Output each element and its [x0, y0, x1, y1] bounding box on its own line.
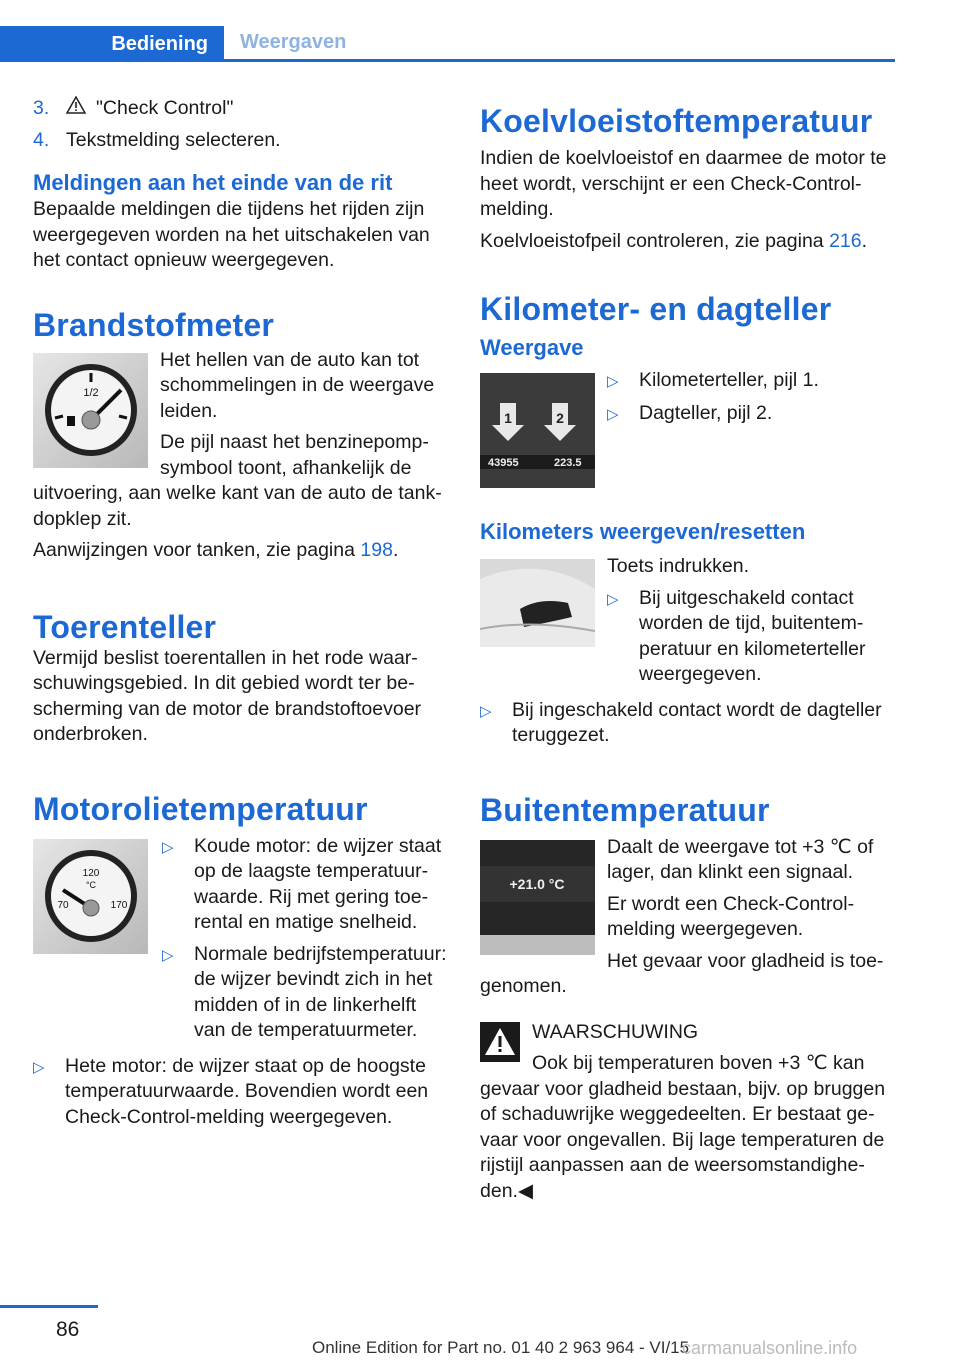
paragraph: Indien de koelvloeistof en daarmee de motor te heet wordt, verschijnt er een Check-Control-melding. [480, 147, 887, 220]
step-number: 3. [33, 97, 50, 119]
svg-text:120: 120 [82, 868, 99, 879]
triangle-bullet-icon: ▷ [607, 405, 619, 423]
reset-list-2 [480, 698, 900, 749]
paragraph: Het hellen van de auto kan tot schommelingen in de weergave leiden. [160, 348, 435, 422]
oil-temp-list-hot [33, 1054, 448, 1131]
reset-button-image [480, 559, 595, 647]
page-number: 86 [56, 1318, 80, 1341]
step-text: "Check Control" [96, 97, 234, 119]
section-heading-odometer: Kilometer- en dagteller [480, 291, 832, 327]
footer-rule [0, 1305, 98, 1308]
svg-text:43955: 43955 [488, 457, 519, 469]
svg-text:1: 1 [504, 410, 512, 426]
tab-bediening[interactable]: Bediening [0, 26, 224, 62]
fuel-gauge-image [33, 353, 148, 468]
oil-temp-gauge-image [33, 839, 148, 954]
list-item: ▷ Bij uitgeschakeld contact worden de tijd, buitentemperatuur en kilometerteller weergegeven. [607, 586, 900, 688]
warning-block [480, 1020, 900, 1205]
subheading-reset: Kilometers weergeven/resetten [480, 519, 806, 544]
triangle-bullet-icon: ▷ [480, 702, 492, 720]
oil-temp-list [162, 834, 448, 1050]
paragraph: Toets indrukken. [607, 555, 749, 577]
paragraph: Koelvloeistofpeil controleren, zie pagina 216. [480, 229, 868, 252]
page-link-216[interactable]: 216 [829, 229, 862, 252]
svg-text:223.5: 223.5 [554, 457, 582, 469]
list-item: ▷ Hete motor: de wijzer staat op de hoogste temperatuurwaarde. Bovendien wordt een Check-Control-melding weergegeven. [33, 1054, 448, 1131]
step-item [33, 128, 448, 154]
section-heading-tachometer: Toerenteller [33, 608, 217, 645]
chapter-tabs [0, 26, 895, 62]
text: Aanwijzingen voor tanken, zie pagina [33, 539, 361, 561]
triangle-bullet-icon: ▷ [162, 946, 174, 964]
warning-sign-icon [480, 1022, 520, 1067]
section-heading-oil-temp: Motorolietemperatuur [33, 790, 368, 827]
list-item: ▷ Dagteller, pijl 2. [607, 401, 900, 428]
outside-temp-display-image [480, 840, 595, 955]
edition-info: Online Edition for Part no. 01 40 2 963 964 - VI/15 [312, 1338, 690, 1357]
paragraph: Bepaalde meldingen die tijdens het rijden zijn weergegeven worden na het uitschakelen van het contact opnieuw weergegeven. [33, 198, 430, 271]
reset-list [607, 586, 900, 694]
display-list [607, 368, 900, 433]
triangle-bullet-icon: ▷ [607, 373, 619, 390]
watermark: carmanualsonline.info [682, 1338, 858, 1358]
svg-text:°C: °C [85, 880, 96, 890]
odometer-image [480, 373, 595, 488]
paragraph: De pijl naast het benzinepompsymbool toont, afhankelijk de uitvoering, aan welke kant van de auto de tankdopklep zit. [33, 431, 442, 530]
warning-label: WAARSCHUWING [532, 1020, 699, 1043]
page-link-198[interactable]: 198 [360, 539, 393, 561]
list-item: ▷ Kilometerteller, pijl 1. [607, 368, 900, 395]
paragraph: Er wordt een Check-Control-melding weergegeven. [607, 892, 855, 940]
subheading-display: Weergave [480, 335, 584, 360]
paragraph: Het gevaar voor gladheid is toegenomen. [480, 949, 884, 997]
section-heading-fuel: Brandstofmeter [33, 306, 275, 343]
svg-text:170: 170 [110, 900, 127, 911]
list-item: ▷ Koude motor: de wijzer staat op de laagste temperatuurwaarde. Rij met gering toerental en matige snelheid. [162, 834, 448, 936]
triangle-bullet-icon: ▷ [162, 838, 174, 856]
triangle-bullet-icon: ▷ [607, 590, 619, 608]
svg-text:+21.0 °C: +21.0 °C [509, 875, 565, 892]
text: . [392, 539, 399, 561]
header-rule [0, 59, 895, 62]
section-heading-messages: Meldingen aan het einde van de rit [33, 170, 393, 195]
step-list [33, 96, 448, 153]
tab-weergaven[interactable]: Weergaven [240, 31, 347, 53]
list-item: ▷ Bij ingeschakeld contact wordt de dagteller teruggezet. [480, 698, 900, 749]
step-item [33, 96, 448, 122]
step-text: Tekstmelding selecteren. [66, 128, 281, 151]
section-heading-outside-temp: Buitentemperatuur [480, 791, 770, 828]
step-number: 4. [33, 128, 50, 151]
right-column [480, 96, 900, 1210]
section-heading-coolant: Koelvloeistoftemperatuur [480, 103, 873, 139]
list-item: ▷ Normale bedrijfstemperatuur: de wijzer bevindt zich in het midden of in de linkerhelft van de temperatuurmeter. [162, 942, 448, 1044]
left-column [33, 96, 448, 1136]
paragraph: Vermijd beslist toerentallen in het rode waarschuwingsgebied. In dit gebied wordt ter bescherming van de motor de brandstoftoevoer onderbroken. [33, 646, 422, 745]
warning-triangle-icon [66, 96, 86, 122]
svg-text:70: 70 [56, 900, 69, 911]
svg-text:2: 2 [556, 410, 564, 426]
warning-text: Ook bij temperaturen boven +3 ℃ kan gevaar voor gladheid bestaan, bijv. op bruggen of schaduwrijke weggedeelten. Er bestaat gevaar voor ongevallen. Bij lage temperaturen de rijstijl aanpassen aan de weersomstandigheden.◀ [480, 1052, 886, 1202]
paragraph [33, 538, 448, 564]
triangle-bullet-icon: ▷ [33, 1058, 45, 1076]
paragraph: Daalt de weergave tot +3 ℃ of lager, dan klinkt een signaal. [607, 835, 874, 883]
fuel-half-label: 1/2 [82, 387, 99, 399]
